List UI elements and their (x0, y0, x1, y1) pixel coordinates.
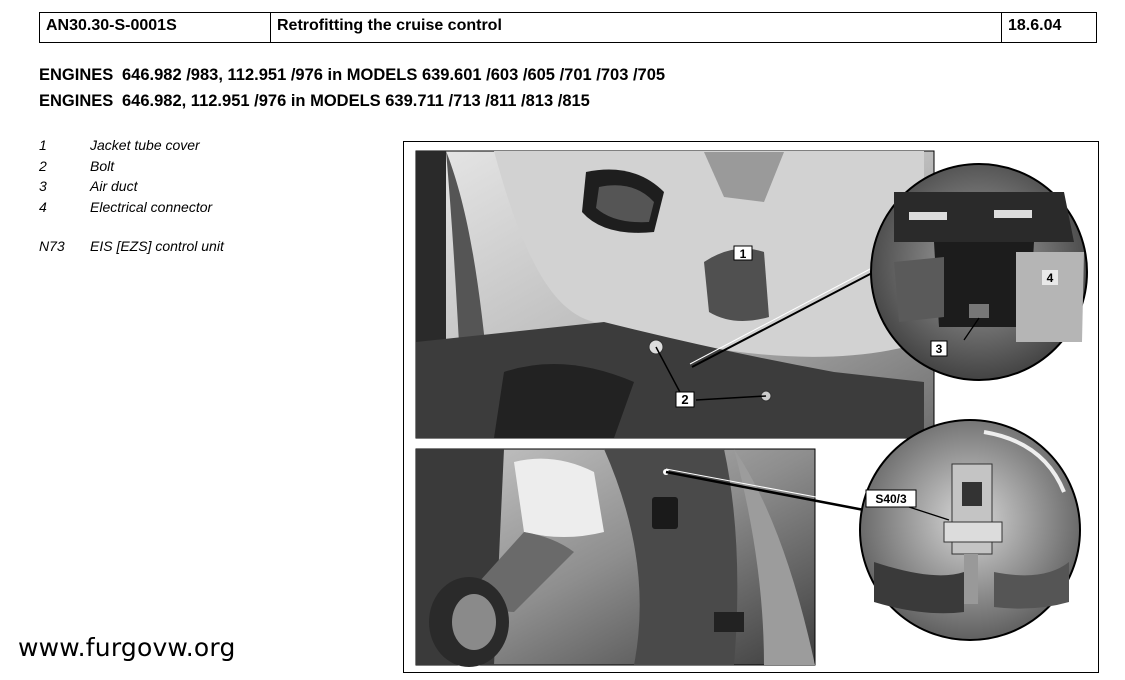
installation-photo-illustration (404, 142, 1100, 674)
document-title: Retrofitting the cruise control (271, 13, 1002, 42)
legend-item (39, 137, 224, 158)
engines-text: 646.982 /983, 112.951 /976 in MODELS 639.601 /603 /605 /701 /703 /705 (122, 66, 666, 84)
watermark-text: www.furgovw.org (18, 633, 236, 662)
engines-label: ENGINES (39, 92, 114, 110)
legend-key: 4 (39, 198, 47, 215)
legend-text: EIS [EZS] control unit (90, 238, 224, 254)
legend-list (39, 137, 224, 259)
engines-text: 646.982, 112.951 /976 in MODELS 639.711 /713 /811 /813 /815 (122, 92, 590, 110)
bottom-photo (416, 449, 815, 667)
legend-key: 1 (39, 137, 47, 153)
engines-label: ENGINES (39, 66, 114, 84)
legend-item (39, 158, 224, 179)
figure-frame (403, 141, 1099, 673)
legend-text: Bolt (90, 157, 115, 174)
document-header-table (39, 12, 1097, 43)
legend-key: N73 (39, 238, 65, 254)
document-date: 18.6.04 (1008, 17, 1062, 34)
legend-item (39, 238, 224, 259)
legend-text: Air duct (90, 178, 138, 194)
legend-key: 2 (39, 157, 47, 174)
legend-text: Electrical connector (90, 198, 213, 215)
engines-line-1 (39, 66, 665, 85)
callout-4: 4 (1046, 271, 1054, 285)
legend-key: 3 (39, 178, 47, 194)
callout-2: 2 (681, 392, 689, 407)
engines-line-2 (39, 92, 590, 111)
callout-s40-3: S40/3 (875, 492, 907, 506)
callout-3: 3 (935, 342, 943, 356)
legend-text: Jacket tube cover (90, 137, 200, 153)
callout-1: 1 (739, 247, 747, 261)
document-number: AN30.30-S-0001S (40, 13, 271, 42)
legend-item (39, 199, 224, 220)
legend-item (39, 178, 224, 199)
top-photo (416, 151, 934, 438)
